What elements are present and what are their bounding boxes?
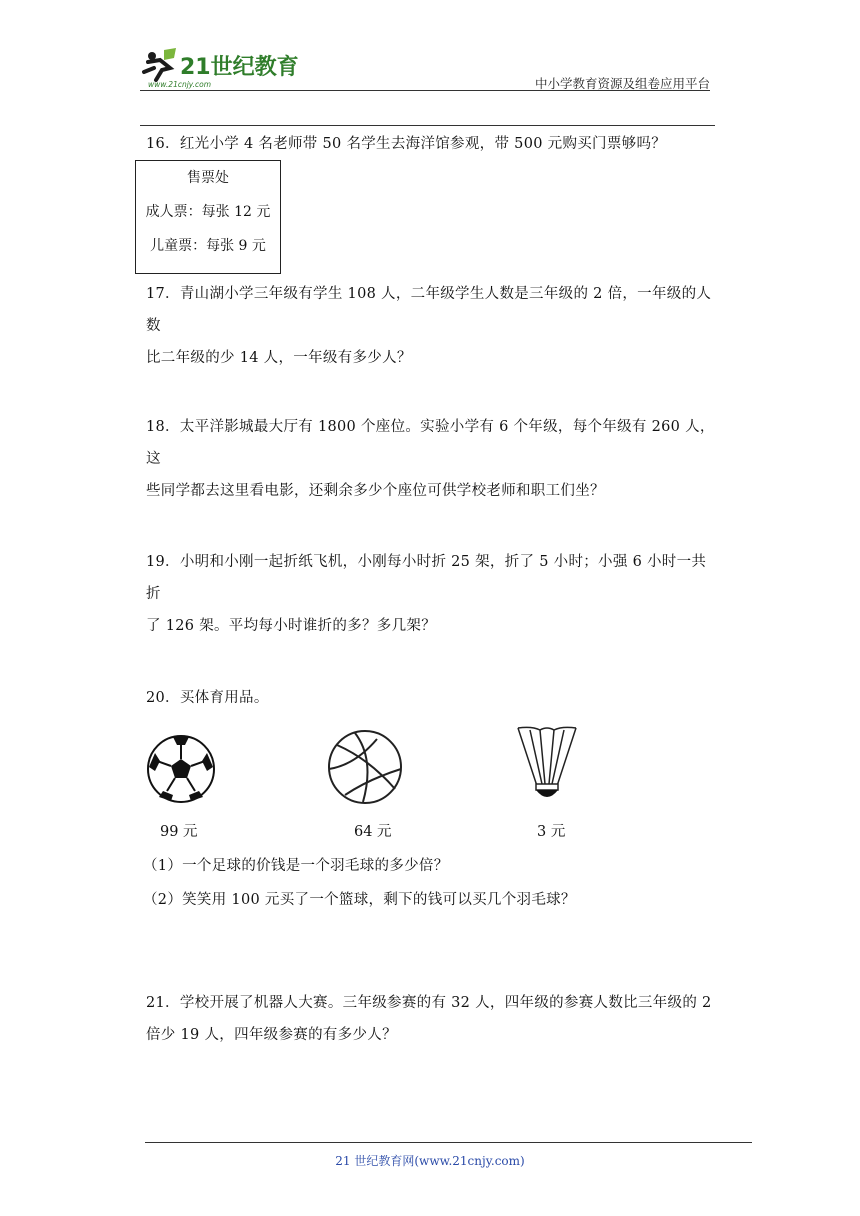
question-21-line1: 21．学校开展了机器人大赛。三年级参赛的有 32 人，四年级的参赛人数比三年级的 2 [146,995,712,1011]
question-21 [146,987,716,1051]
soccer-ball-price: 99 元 [160,824,198,840]
shuttlecock-price: 3 元 [537,824,566,840]
question-18 [146,411,716,507]
question-20-part2: （2）笑笑用 100 元买了一个篮球，剩下的钱可以买几个羽毛球？ [143,892,576,908]
ticket-price-box [135,160,281,274]
question-17-line1: 17．青山湖小学三年级有学生 108 人，二年级学生人数是三年级的 2 倍，一年级的人数 [146,286,712,334]
question-21-line2: 倍少 19 人，四年级参赛的有多少人？ [146,1027,397,1043]
ticket-box-title: 售票处 [187,170,229,186]
question-19 [146,546,716,642]
site-logo [140,46,320,90]
header-divider [140,90,710,91]
question-17 [146,278,716,374]
shuttlecock-icon [512,724,582,808]
footer-link[interactable]: 21 世纪教育网(www.21cnjy.com) [335,1154,525,1168]
question-19-line2: 了 126 架。平均每小时谁折的多？多几架？ [146,618,436,634]
adult-ticket-price: 成人票：每张 12 元 [145,204,271,220]
question-18-line2: 些同学都去这里看电影，还剩余多少个座位可供学校老师和职工们坐？ [146,483,605,499]
soccer-ball-icon [145,733,217,809]
logo-url: www.21cnjy.com [148,80,212,89]
question-20-title: 20．买体育用品。 [146,690,269,706]
question-20-part1: （1）一个足球的价钱是一个羽毛球的多少倍？ [143,858,449,874]
question-19-line1: 19．小明和小刚一起折纸飞机，小刚每小时折 25 架，折了 5 小时；小强 6 小时一共折 [146,554,707,602]
basketball-price: 64 元 [354,824,392,840]
question-16-text: 16．红光小学 4 名老师带 50 名学生去海洋馆参观，带 500 元购买门票够吗？ [146,136,667,152]
footer-divider [145,1142,752,1143]
content-divider [140,125,715,126]
question-17-line2: 比二年级的少 14 人，一年级有多少人？ [146,350,412,366]
child-ticket-price: 儿童票：每张 9 元 [150,238,266,254]
basketball-icon [325,729,405,809]
logo-wordmark: 21世纪教育 [180,55,299,80]
platform-name: 中小学教育资源及组卷应用平台 [534,76,710,91]
question-18-line1: 18．太平洋影城最大厅有 1800 个座位。实验小学有 6 个年级，每个年级有 260 人，这 [146,419,715,467]
